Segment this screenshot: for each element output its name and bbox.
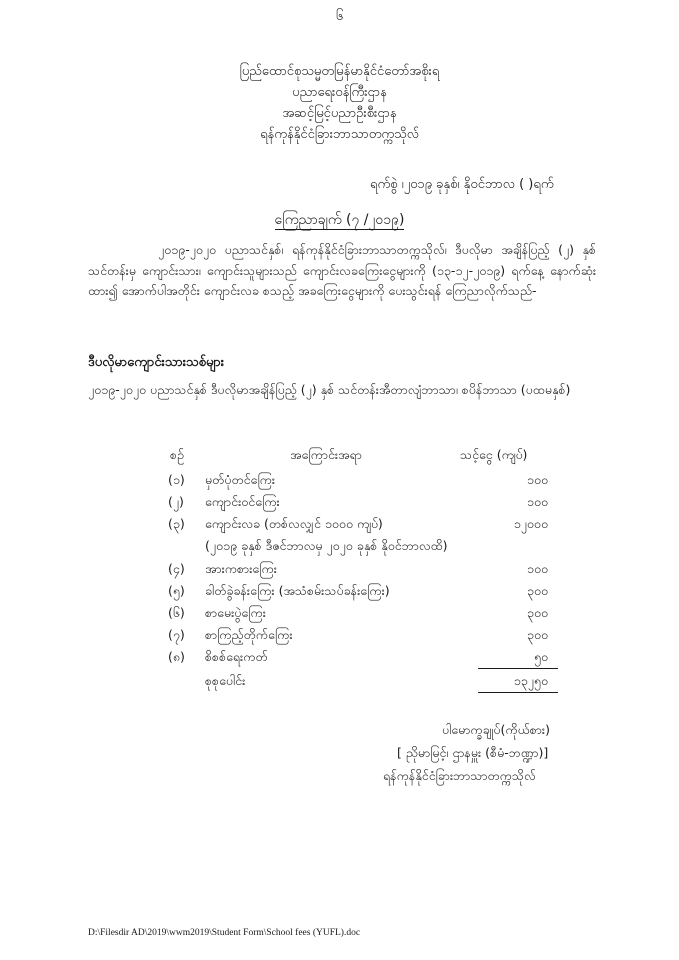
column-header-amount: သင့်ငွေ (ကျပ်) <box>460 447 528 462</box>
announcement-title <box>0 210 679 231</box>
row-8-item: စိစစ်ရေးကတ် <box>205 649 268 664</box>
row-6-no: (၆) <box>168 605 185 620</box>
total-amount: ၁၃၂၅၀ <box>513 673 548 688</box>
header-government: ပြည်ထောင်စုသမ္မတမြန်မာနိုင်ငံတော်အစိုးရ <box>239 64 440 79</box>
row-7-item: စာကြည့်တိုက်ကြေး <box>205 627 293 642</box>
total-rule-bottom <box>478 692 558 693</box>
row-6-item: စာမေးပွဲကြေး <box>205 605 266 620</box>
row-4-item: အားကစားကြေး <box>205 561 277 576</box>
section-subheading: ၂၀၁၉-၂၀၂၀ ပညာသင်နှစ် ဒီပလိုမာအချိန်ပြည့် (၂) နှစ် သင်တန်းအီတာလျံဘာသာ၊ စပိန်ဘာသာ (ပထမနှစ်) <box>88 382 571 397</box>
row-2-item: ကျောင်းဝင်ကြေး <box>205 494 280 509</box>
row-1-no: (၁) <box>168 472 185 487</box>
date-line: ရက်စွဲ ၊၂၀၁၉ ခုနှစ်၊ နိုဝင်ဘာလ ( )ရက် <box>370 177 554 192</box>
row-1-amount: ၁၀၀ <box>526 472 548 487</box>
row-3-note: (၂၀၁၉ ခုနှစ် ဒီဇင်ဘာလမှ ၂၀၂၀ ခုနှစ် နိုဝင်ဘာလထိ) <box>205 538 448 553</box>
row-4-no: (၄) <box>168 561 185 576</box>
row-2-no: (၂) <box>168 494 184 509</box>
intro-paragraph: ၂၀၁၉-၂၀၂၀ ပညာသင်နှစ်၊ ရန်ကုန်နိုင်ငံခြားဘာသာတက္ကသိုလ်၊ ဒီပလိုမာ အချိန်ပြည့် (၂) နှစ် သင်တန်းမှ ကျောင်းသား၊ ကျောင်းသူများသည် ကျောင်းလခကြေးငွေများကို (၁၃-၁၂-၂၀၁၉) ရက်နေ့ နောက်ဆုံးထား၍ အောက်ပါအတိုင်း ကျောင်းလခ စသည့် အခကြေးငွေများကို ပေးသွင်းရန် ကြေညာလိုက်သည်- <box>88 242 596 298</box>
column-header-no: စဉ် <box>170 447 184 462</box>
row-5-amount: ၃၀၀ <box>526 583 548 598</box>
row-4-amount: ၁၀၀ <box>526 561 548 576</box>
column-header-item: အကြောင်းအရာ <box>290 447 362 462</box>
row-3-no: (၃) <box>168 516 185 531</box>
row-8-no: (၈) <box>168 649 185 664</box>
page-number: ၆ <box>335 9 344 24</box>
row-5-no: (၅) <box>168 583 185 598</box>
section-heading: ဒီပလိုမာကျောင်းသားသစ်များ <box>88 355 225 370</box>
signature-on-behalf: ပါမောက္ခချုပ်(ကိုယ်စား) <box>442 722 550 737</box>
header-department: အဆင့်မြင့်ပညာဦးစီးဌာန <box>282 106 397 121</box>
footer-file-path: D:\Filesdir AD\2019\wwm2019\Student Form\School fees (YUFL).doc <box>88 928 361 938</box>
row-6-amount: ၃၀၀ <box>526 605 548 620</box>
header-ministry: ပညာရေးဝန်ကြီးဌာန <box>292 85 387 100</box>
total-label: စုစုပေါင်း <box>205 673 246 688</box>
header-university: ရန်ကုန်နိုင်ငံခြားဘာသာတက္ကသိုလ် <box>260 127 419 142</box>
total-rule-top <box>478 668 558 669</box>
row-1-item: မှတ်ပုံတင်ကြေး <box>205 472 276 487</box>
row-3-item: ကျောင်းလခ (တစ်လလျှင် ၁၀၀၀ ကျပ်) <box>205 516 383 531</box>
row-2-amount: ၁၀၀ <box>526 494 548 509</box>
row-3-amount: ၁၂၀၀၀ <box>513 516 548 531</box>
row-8-amount: ၅၀ <box>533 649 548 664</box>
row-5-item: ခါတ်ခွဲခန်းကြေး (အသံစမ်းသပ်ခန်းကြေး) <box>205 583 390 598</box>
row-7-amount: ၃၀၀ <box>526 627 548 642</box>
row-7-no: (၇) <box>168 627 185 642</box>
announcement-title-text: ကြေညာချက် (၇ /၂၀၁၉) <box>274 212 405 228</box>
signature-name: [ ညိုမာမြင့်၊ ဌာနမှူး (စီမံ-ဘဏ္ဍာ)] <box>397 745 549 760</box>
signature-university: ရန်ကုန်နိုင်ငံခြားဘာသာတက္ကသိုလ် <box>383 768 536 783</box>
